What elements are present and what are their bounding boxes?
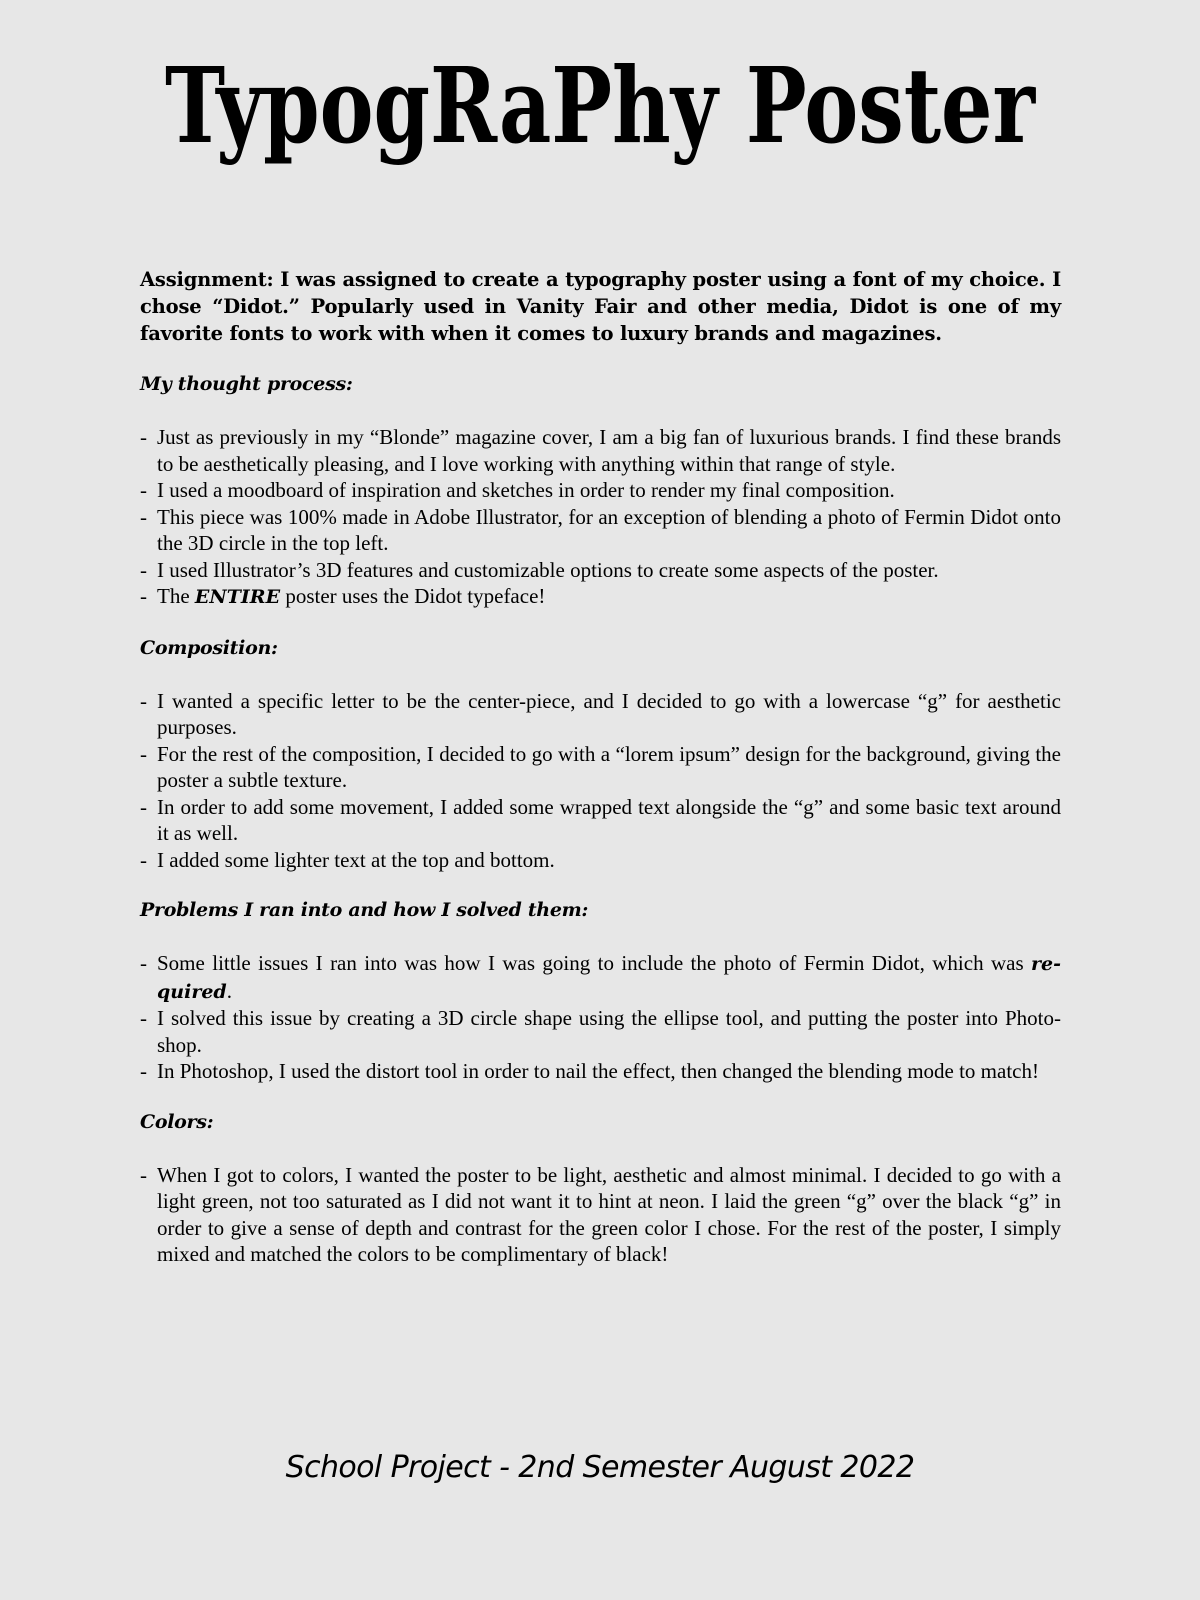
- bullet-dash: -: [140, 951, 147, 975]
- list-item: [140, 557, 1061, 584]
- bullet-dash: -: [140, 1162, 147, 1187]
- colors-list: [140, 1162, 1061, 1268]
- bullet-dash: -: [140, 584, 147, 608]
- list-item-text: I solved this issue by creating a 3D circle shape using the ellipse tool, and putting the poster into Photo-shop.: [157, 1006, 1061, 1057]
- poster-title-art: [0, 40, 1200, 190]
- list-item: [140, 583, 1061, 611]
- list-item: [140, 1058, 1061, 1085]
- list-item: [140, 741, 1061, 794]
- document-body: [140, 266, 1061, 1268]
- bullet-dash: -: [140, 1006, 147, 1030]
- emphasis-required: re-quired: [157, 953, 1062, 1003]
- page-title: TypogRaPhy Poster: [165, 44, 1036, 167]
- bullet-dash: -: [140, 794, 147, 819]
- bullet-dash: -: [140, 557, 147, 582]
- bullet-dash: -: [140, 1059, 147, 1083]
- list-item: [140, 504, 1061, 557]
- list-item-text: In Photoshop, I used the distort tool in order to nail the effect, then changed the blending mode to match!: [157, 1059, 1039, 1083]
- composition-list: [140, 688, 1061, 874]
- title-svg: [0, 40, 1200, 190]
- section-heading-composition: Composition:: [140, 636, 278, 659]
- bullet-dash: -: [140, 741, 147, 766]
- list-item-text: Just as previously in my “Blonde” magazine cover, I am a big fan of luxurious brands. I find these brands to be aesthetically pleasing, and I love working with anything within that range of style.: [157, 425, 1061, 476]
- list-item-text: When I got to colors, I wanted the poster to be light, aesthetic and almost minimal. I decided to go with a light green, not too saturated as I did not want it to hint at neon. I laid the green “g” over the black “g” in order to give a sense of depth and contrast for the green color I chose. For the rest of the poster, I simply mixed and matched the colors to be complimentary of black!: [157, 1162, 1061, 1266]
- section-heading-colors: Colors:: [140, 1110, 214, 1133]
- list-item-text: I wanted a specific letter to be the center-piece, and I decided to go with a lowercase “g” for aesthetic purposes.: [157, 688, 1061, 739]
- section-heading-thought-process: My thought process:: [140, 373, 353, 395]
- list-item: [140, 847, 1061, 874]
- list-item-text-before: The: [157, 584, 190, 608]
- assignment-intro: Assignment: I was assigned to create a typography poster using a font of my choice. I chose “Didot.” Popularly used in Vanity Fair and other media, Didot is one of my favorite fonts to work with when it comes to luxury brands and magazines.: [140, 268, 1061, 345]
- list-item: [140, 424, 1061, 477]
- list-item-text: For the rest of the composition, I decided to go with a “lorem ipsum” design for the background, giving the poster a subtle texture.: [157, 741, 1061, 792]
- list-item: [140, 794, 1061, 847]
- emphasis-entire: ENTIRE: [194, 586, 281, 608]
- list-item-text: I used Illustrator’s 3D features and customizable options to create some aspects of the poster.: [157, 557, 939, 582]
- list-item-text-after: .: [226, 978, 232, 1003]
- list-item: [140, 1162, 1061, 1268]
- list-item-text: I added some lighter text at the top and bottom.: [157, 847, 555, 872]
- list-item-text: In order to add some movement, I added some wrapped text alongside the “g” and some basic text around it as well.: [157, 794, 1061, 845]
- list-item: [140, 950, 1061, 1005]
- list-item-text-before: Some little issues I ran into was how I was going to include the photo of Fermin Didot, which was: [157, 951, 1024, 975]
- bullet-dash: -: [140, 425, 147, 449]
- bullet-dash: -: [140, 847, 147, 872]
- bullet-dash: -: [140, 504, 147, 529]
- problems-list: [140, 950, 1061, 1085]
- list-item: [140, 1005, 1061, 1058]
- list-item-text-after: poster uses the Didot typeface!: [285, 584, 546, 608]
- section-heading-problems: Problems I ran into and how I solved them:: [140, 899, 589, 921]
- list-item-text: I used a moodboard of inspiration and sketches in order to render my final composition.: [157, 478, 895, 502]
- bullet-dash: -: [140, 478, 147, 502]
- footer-credit: School Project - 2nd Semester August 2022: [285, 1450, 915, 1485]
- list-item: [140, 477, 1061, 504]
- list-item: [140, 688, 1061, 741]
- list-item-text: This piece was 100% made in Adobe Illustrator, for an exception of blending a photo of Fermin Didot onto the 3D circle in the top left.: [157, 504, 1061, 555]
- bullet-dash: -: [140, 688, 147, 713]
- thought-process-list: [140, 424, 1061, 611]
